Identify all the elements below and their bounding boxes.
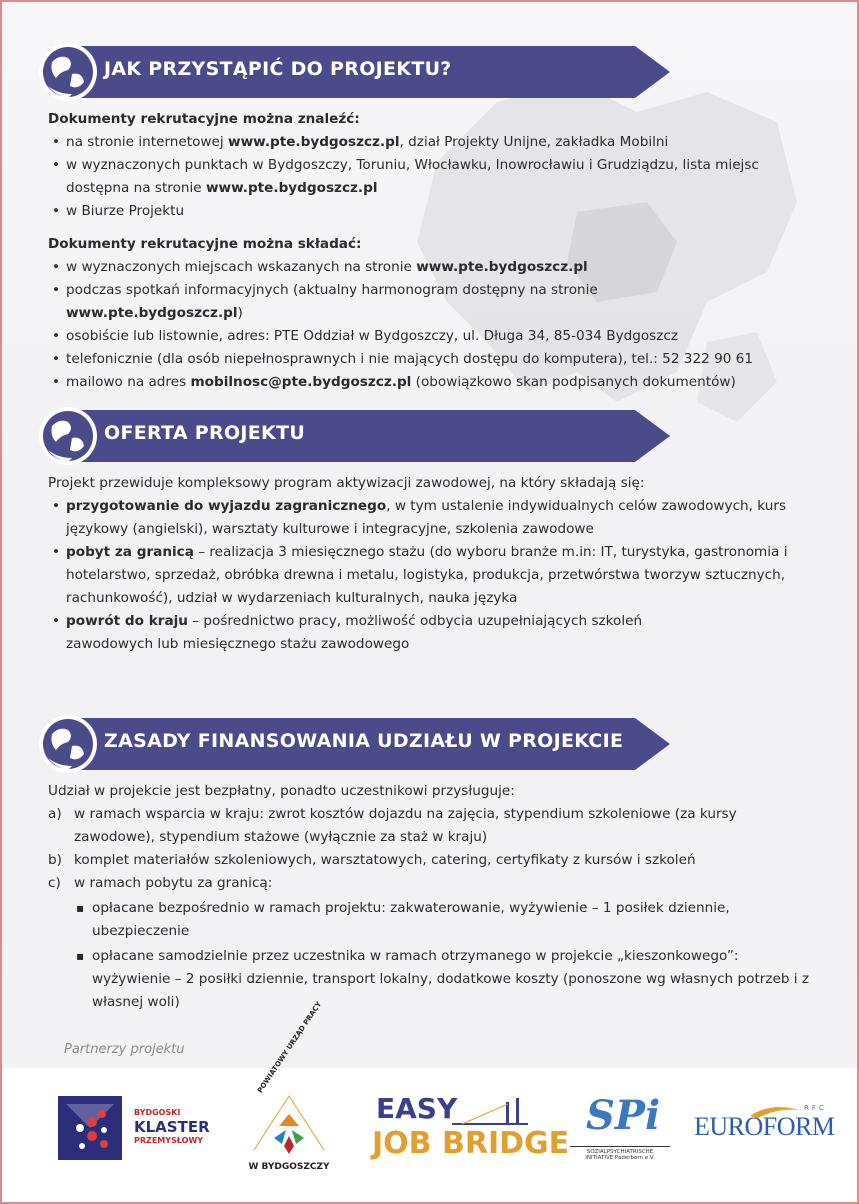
list-item: • mailowo na adres mobilnosc@pte.bydgoszcz.pl (obowiązkowo skan podpisanych dokumentów) <box>48 371 838 394</box>
euroform-logo: RFC EUROFORM <box>694 1104 835 1141</box>
list-item: • w wyznaczonych punktach w Bydgoszczy, Toruniu, Włocławku, Inowrocławiu i Grudziądzu, lista miejsc dostępna na stronie www.pte.bydgoszcz.pl <box>48 154 786 200</box>
section-join-body <box>48 108 838 394</box>
list-item: • w wyznaczonych miejscach wskazanych na stronie www.pte.bydgoszcz.pl <box>48 256 838 279</box>
section-header-join <box>38 42 678 102</box>
easy-job-bridge-logo: EASY JOB BRIDGE <box>372 1092 570 1161</box>
list-item: • przygotowanie do wyjazdu zagranicznego, w tym ustalenie indywidualnych celów zawodowych, kurs językowy (angielski), warsztaty kulturowe i integracyjne, szkolenia zawodowe <box>48 495 788 541</box>
section-header-offer <box>38 406 678 466</box>
list-item: • pobyt za granicą – realizacja 3 miesięcznego stażu (do wyboru branże m.in: IT, turystyka, gastronomia i hotelarstwo, sprzedaż, obróbka drewna i metalu, logistyka, produkcja, przetwórstwa tworzyw sztucznych, rachunkowość), udział w wydarzeniach kulturalnych, nauka języka <box>48 541 788 610</box>
list-item: a) w ramach wsparcia w kraju: zwrot kosztów dojazdu na zajęcia, stypendium szkoleniowe (za kursy zawodowe), stypendium stażowe (wyłącznie za staż w kraju) <box>48 806 737 845</box>
list-item: • podczas spotkań informacyjnych (aktualny harmonogram dostępny na stronie www.pte.bydgoszcz.pl) <box>48 279 706 325</box>
section-title: OFERTA PROJEKTU <box>104 422 306 444</box>
list-item: b) komplet materiałów szkoleniowych, warsztatowych, catering, certyfikaty z kursów i szkoleń <box>48 852 696 868</box>
globe-icon <box>38 714 98 774</box>
section-header-financing <box>38 714 678 774</box>
find-heading: Dokumenty rekrutacyjne można znaleźć: <box>48 111 360 127</box>
section-financing-body <box>48 780 838 1014</box>
find-list <box>48 131 838 223</box>
list-item: • powrót do kraju – pośrednictwo pracy, możliwość odbycia uzupełniających szkoleń zawodowych lub miesięcznego stażu zawodowego <box>48 610 726 656</box>
list-item: ▪ opłacane bezpośrednio w ramach projektu: zakwaterowanie, wyżywienie – 1 posiłek dziennie, ubezpieczenie <box>74 897 782 943</box>
partners-label: Partnerzy projektu <box>64 1042 185 1057</box>
offer-list <box>48 495 788 656</box>
financing-intro: Udział w projekcie jest bezpłatny, ponadto uczestnikowi przysługuje: <box>48 783 515 799</box>
klaster-emblem-icon <box>58 1096 130 1168</box>
klaster-logo: BYDGOSKI KLASTER PRZEMYSŁOWY <box>58 1096 208 1168</box>
section-title: JAK PRZYSTĄPIĆ DO PROJEKTU? <box>104 58 452 80</box>
pup-logo: POWIATOWY URZĄD PRACY W BYDGOSZCZY <box>234 1086 344 1182</box>
bridge-icon <box>452 1096 528 1130</box>
globe-icon <box>38 42 98 102</box>
globe-icon <box>38 406 98 466</box>
section-title: ZASADY FINANSOWANIA UDZIAŁU W PROJEKCIE <box>104 730 624 752</box>
list-item: c) w ramach pobytu za granicą: <box>48 875 273 891</box>
offer-intro: Projekt przewiduje kompleksowy program aktywizacji zawodowej, na który składają się: <box>48 475 645 491</box>
abroad-sublist <box>48 897 838 1014</box>
financing-list <box>48 803 838 895</box>
submit-list <box>48 256 838 394</box>
list-item: • na stronie internetowej www.pte.bydgoszcz.pl, dział Projekty Unijne, zakładka Mobilni <box>48 131 838 154</box>
list-item: • w Biurze Projektu <box>48 200 838 223</box>
spi-logo: SPi SOZIALPSYCHIATRISCHE INITIATIVE Paderborn e.V. <box>570 1092 670 1172</box>
list-item: ▪ opłacane samodzielnie przez uczestnika w ramach otrzymanego w projekcie „kieszonkowego”: wyżywienie – 2 posiłki dziennie, transport lokalny, dodatkowe koszty (ponoszone wg własnych potrzeb i z własnej woli) <box>74 945 812 1014</box>
submit-heading: Dokumenty rekrutacyjne można składać: <box>48 236 362 252</box>
section-offer-body <box>48 472 788 656</box>
list-item: • telefonicznie (dla osób niepełnosprawnych i nie mających dostępu do komputera), tel.: 52 322 90 61 <box>48 348 838 371</box>
list-item: • osobiście lub listownie, adres: PTE Oddział w Bydgoszczy, ul. Długa 34, 85-034 Bydgoszcz <box>48 325 838 348</box>
